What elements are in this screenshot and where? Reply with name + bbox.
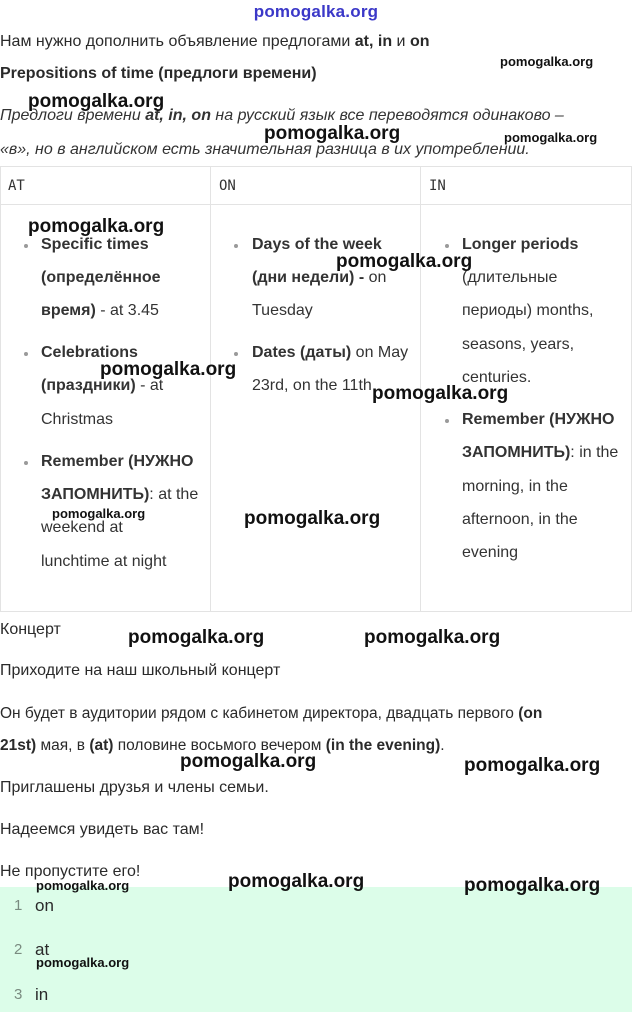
in-item-2-line-4: afternoon, in the [462,511,578,528]
table-border-bottom [0,611,632,612]
on-item-2-line-1 [252,342,408,364]
watermark: pomogalka.org [372,383,509,404]
watermark: pomogalka.org [504,130,598,145]
in-item-2-line-3: morning, in the [462,478,568,495]
at-item-1-line-2: (определённое [41,269,161,286]
answer-number: 2 [14,941,23,958]
bullet-dot [24,244,28,248]
watermark: pomogalka.org [52,506,146,521]
bullet-dot [445,244,449,248]
on-item-2-line-2: 23rd, on the 11th [252,377,372,394]
intro-and: и [392,33,410,50]
intro-text: Нам нужно дополнить объявление предлогами [0,33,355,50]
table-border-top [0,166,632,167]
at-item-3-line-4: lunchtime at night [41,553,167,570]
note-text-post: на русский язык все переводятся одинаково – [210,107,564,124]
in-item-2-rest: : in the [570,444,619,461]
letter-p2-bold-at: (at) [89,737,114,754]
in-item-1-line-1: Longer periods [462,236,579,253]
letter-p2-end: . [440,737,445,754]
in-item-2-line-2 [462,442,618,464]
at-item-2-rest: - at [135,377,164,394]
answer-text: on [35,896,54,915]
letter-paragraph-3: Приглашены друзья и члены семьи. [0,779,269,796]
bullet-dot [234,244,238,248]
at-item-1-line-3 [41,300,159,322]
column-header-at: AT [8,178,25,194]
watermark: pomogalka.org [500,54,594,69]
bullet-dot [24,352,28,356]
watermark: pomogalka.org [28,216,165,237]
letter-p2-bold-on: (on [518,705,543,722]
at-item-1-rest: - at 3.45 [95,302,159,319]
watermark: pomogalka.org [244,508,381,529]
watermark: pomogalka.org [264,123,401,144]
intro-line [0,31,429,53]
at-item-2-line-3: Christmas [41,411,114,428]
bullet-dot [234,352,238,356]
on-item-1-line-1: Days of the week [252,236,382,253]
table-column-divider [210,166,211,612]
on-item-1-bold: (дни недели) - [252,269,365,286]
watermark: pomogalka.org [464,875,601,896]
on-item-1-rest: on [364,269,387,286]
on-item-2-bold: Dates (даты) [252,344,352,361]
watermark: pomogalka.org [100,359,237,380]
answer-text: at [35,940,50,959]
answer-number: 1 [14,897,23,914]
letter-paragraph-1: Приходите на наш школьный концерт [0,662,281,679]
at-item-3-rest: : at the [149,486,199,503]
watermark: pomogalka.org [28,91,165,112]
in-item-1-line-5: centuries. [462,369,532,386]
note-text-pre: Предлоги времени [0,107,146,124]
bullet-dot [24,461,28,465]
at-item-2-bold: (праздники) [41,377,136,394]
watermark: pomogalka.org [228,871,365,892]
in-item-2-line-1: Remember (НУЖНО [462,411,615,428]
letter-title: Концерт [0,621,61,638]
watermark: pomogalka.org [128,627,265,648]
column-header-in: IN [429,178,446,194]
at-item-1-line-1: Specific times [41,236,149,253]
watermark: pomogalka.org [336,251,473,272]
table-border-left [0,166,1,612]
table-header-divider [0,204,632,205]
in-item-2-line-5: evening [462,544,519,561]
watermark: pomogalka.org [180,751,317,772]
on-item-2-rest: on May [351,344,409,361]
intro-bold-on: on [409,33,430,50]
at-item-3-line-1: Remember (НУЖНО [41,453,194,470]
letter-paragraph-4: Надеемся увидеть вас там! [0,821,205,838]
watermark: pomogalka.org [36,955,130,970]
intro-bold-at-in: at, in [354,33,393,50]
note-line-2: «в», но в английском есть значительная разница в их употреблении. [0,141,530,158]
at-item-1-bold: время) [41,302,96,319]
in-item-1-line-4: seasons, years, [462,336,575,353]
watermark: pomogalka.org [364,627,501,648]
at-item-3-bold: ЗАПОМНИТЬ) [41,486,150,503]
watermark: pomogalka.org [464,755,601,776]
column-header-on: ON [219,178,236,194]
in-item-1-line-2: (длительные [462,269,558,286]
letter-p2-text: Он будет в аудитории рядом с кабинетом директора, двадцать первого [0,705,519,722]
answer-text: in [35,985,49,1004]
note-bold: at, in, on [145,107,211,124]
at-item-2-line-1: Celebrations [41,344,138,361]
answers-list [0,887,632,1012]
letter-p2-text: мая, в [36,737,90,754]
letter-p2-text: половине восьмого вечером [113,737,326,754]
answer-number: 3 [14,986,23,1003]
on-item-1-line-3: Tuesday [252,302,313,319]
watermark: pomogalka.org [36,878,130,893]
bullet-dot [445,419,449,423]
site-header-link[interactable]: pomogalka.org [253,2,379,21]
at-item-3-line-2 [41,484,198,506]
section-heading: Prepositions of time (предлоги времени) [0,65,317,82]
at-item-3-line-3: weekend at [41,519,123,536]
in-item-1-line-3: периоды) months, [462,302,594,319]
in-item-2-bold: ЗАПОМНИТЬ) [462,444,571,461]
letter-paragraph-5: Не пропустите его! [0,863,141,880]
letter-p2-bold-in: (in the evening) [325,737,441,754]
letter-p2-bold-21st: 21st) [0,737,37,754]
letter-paragraph-2-line-1 [0,703,542,725]
